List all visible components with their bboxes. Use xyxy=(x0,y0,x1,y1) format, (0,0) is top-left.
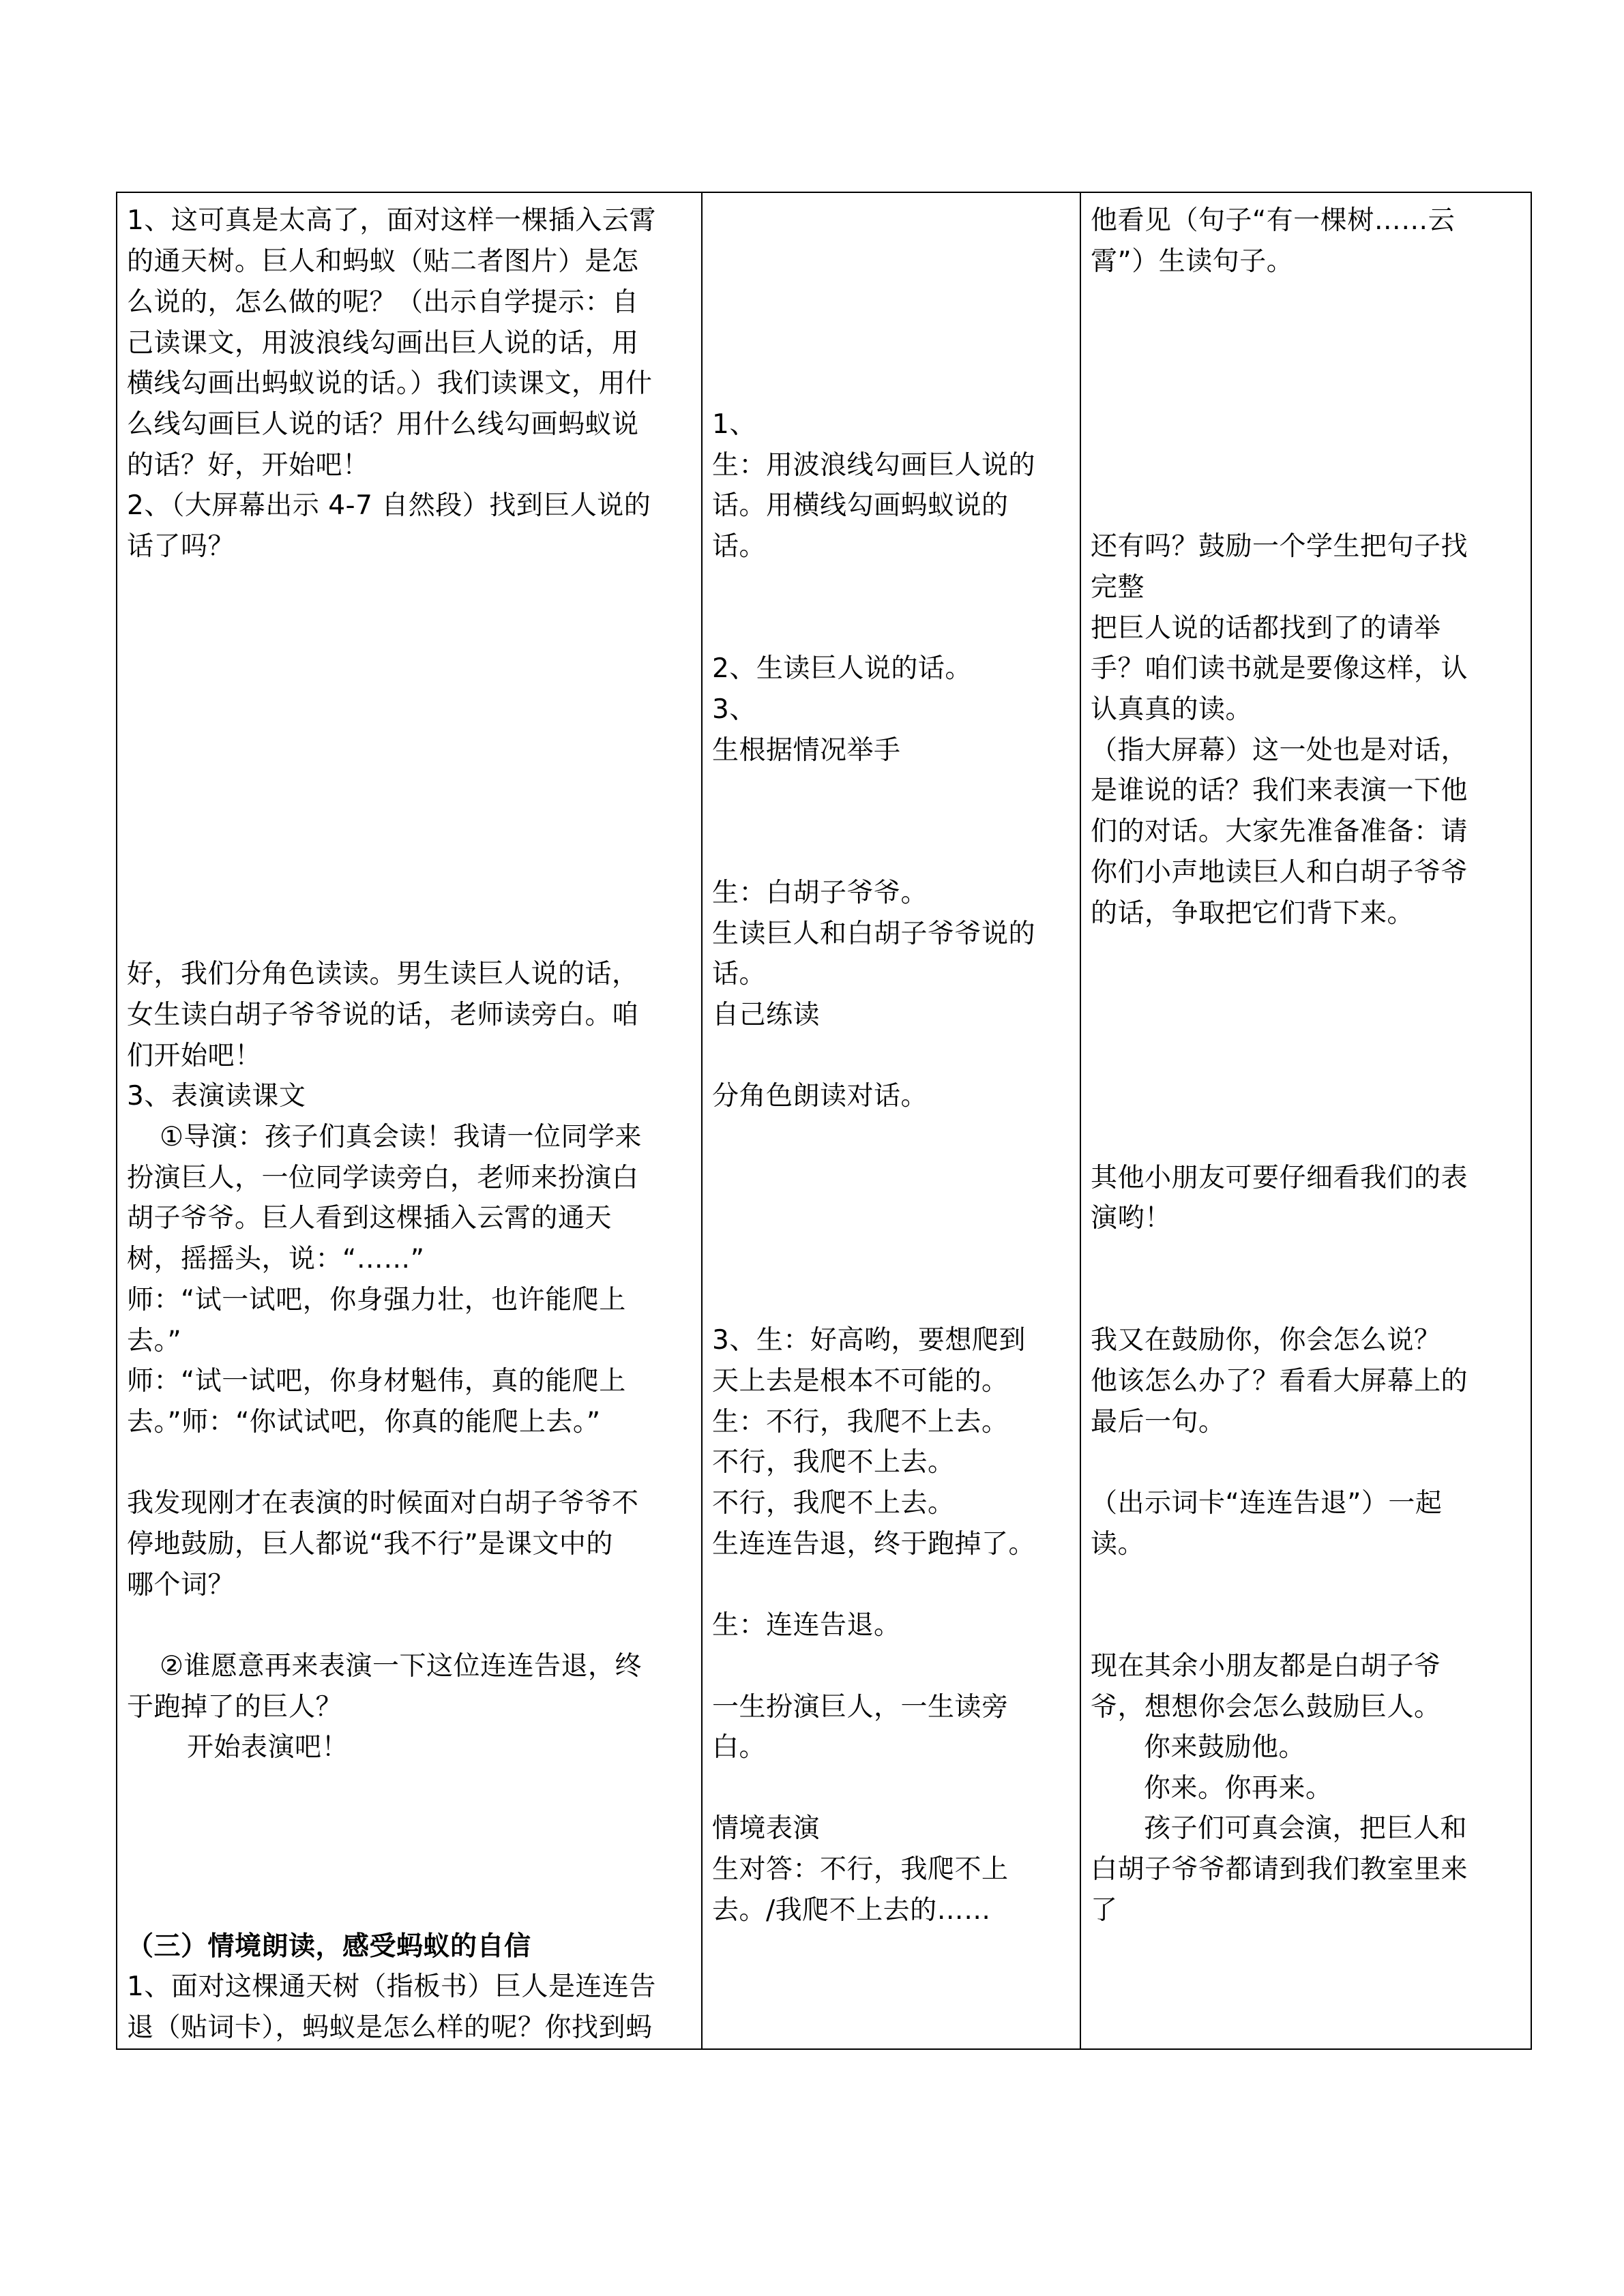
text-line: 一生扮演巨人，一生读旁 xyxy=(712,1692,1009,1723)
text-line: ②谁愿意再来表演一下这位连连告退，终 xyxy=(160,1651,642,1682)
text-line: 情境表演 xyxy=(712,1813,821,1844)
text-line: 认真真的读。 xyxy=(1091,694,1253,725)
text-line: 扮演巨人，一位同学读旁白，老师来扮演白 xyxy=(127,1163,639,1193)
text-line: 3、生：好高哟，要想爬到 xyxy=(712,1325,1026,1356)
text-line: 么线勾画巨人说的话？用什么线勾画蚂蚁说 xyxy=(127,409,639,440)
text-line: 他该怎么办了？看看大屏幕上的 xyxy=(1091,1366,1468,1397)
text-line: 生对答：不行，我爬不上 xyxy=(712,1854,1009,1885)
text-line: 横线勾画出蚂蚁说的话。）我们读课文，用什 xyxy=(127,368,653,399)
text-line: 生：白胡子爷爷。 xyxy=(712,878,928,908)
text-line: 霄”）生读句子。 xyxy=(1091,246,1294,277)
text-line: 话了吗？ xyxy=(127,531,235,562)
text-line: 去。/我爬不上去的…… xyxy=(712,1895,991,1926)
text-line: 演哟！ xyxy=(1091,1203,1172,1234)
text-line: 女生读白胡子爷爷说的话，老师读旁白。咱 xyxy=(127,1000,639,1030)
text-line: 们开始吧！ xyxy=(127,1041,262,1071)
text-line: 树，摇摇头，说：“……” xyxy=(127,1244,425,1274)
section-heading: （三）情境朗读，感受蚂蚁的自信 xyxy=(127,1931,531,1962)
text-line: 生：不行，我爬不上去。 xyxy=(712,1407,1009,1437)
text-line: 的话，争取把它们背下来。 xyxy=(1091,898,1415,929)
text-line: 的话？好，开始吧！ xyxy=(127,450,370,481)
text-line: 话。 xyxy=(712,959,767,989)
text-line: 不行，我爬不上去。 xyxy=(712,1447,955,1478)
text-line: 于跑掉了的巨人？ xyxy=(127,1692,343,1723)
text-line: 退（贴词卡），蚂蚁是怎么样的呢？你找到蚂 xyxy=(127,2012,653,2043)
text-line: 去。”师：“你试试吧，你真的能爬上去。” xyxy=(127,1407,601,1437)
text-line: 1、面对这棵通天树（指板书）巨人是连连告 xyxy=(127,1971,656,2002)
text-line: 分角色朗读对话。 xyxy=(712,1081,928,1112)
text-line: 么说的，怎么做的呢？（出示自学提示：自 xyxy=(127,287,639,318)
lesson-table xyxy=(116,192,1532,2050)
text-line: 我又在鼓励你，你会怎么说？ xyxy=(1091,1325,1441,1356)
text-line: 生：用波浪线勾画巨人说的 xyxy=(712,450,1036,481)
text-line: 1、 xyxy=(712,409,756,440)
teacher-activity-column xyxy=(117,193,701,2048)
text-line: 了 xyxy=(1091,1895,1118,1926)
text-line: 己读课文，用波浪线勾画出巨人说的话，用 xyxy=(127,328,639,359)
text-line: 话。 xyxy=(712,531,767,562)
text-line: 读。 xyxy=(1091,1529,1145,1560)
text-line: 去。” xyxy=(127,1326,182,1356)
text-line: 生根据情况举手 xyxy=(712,735,901,766)
text-line: 手？咱们读书就是要像这样，认 xyxy=(1091,653,1468,684)
text-line: 师：“试一试吧，你身强力壮，也许能爬上 xyxy=(127,1285,626,1315)
text-line: 的通天树。巨人和蚂蚁（贴二者图片）是怎 xyxy=(127,246,639,277)
text-line: 把巨人说的话都找到了的请举 xyxy=(1091,613,1441,644)
text-line: 你来。你再来。 xyxy=(1144,1773,1333,1804)
text-line: 停地鼓励，巨人都说“我不行”是课文中的 xyxy=(127,1529,613,1560)
text-line: ①导演：孩子们真会读！我请一位同学来 xyxy=(160,1122,642,1152)
text-line: 好，我们分角色读读。男生读巨人说的话， xyxy=(127,959,639,989)
text-line: 最后一句。 xyxy=(1091,1407,1226,1437)
text-line: （出示词卡“连连告退”）一起 xyxy=(1091,1488,1443,1519)
text-line: 3、表演读课文 xyxy=(127,1081,306,1112)
text-line: 2、生读巨人说的话。 xyxy=(712,653,972,684)
text-line: 1、这可真是太高了，面对这样一棵插入云霄 xyxy=(127,205,656,236)
student-activity-column xyxy=(703,193,1080,2048)
text-line: 孩子们可真会演，把巨人和 xyxy=(1144,1813,1468,1844)
text-line: 现在其余小朋友都是白胡子爷 xyxy=(1091,1651,1441,1682)
text-line: 胡子爷爷。巨人看到这棵插入云霄的通天 xyxy=(127,1203,612,1234)
text-line: 他看见（句子“有一棵树……云 xyxy=(1091,205,1456,236)
text-line: 生读巨人和白胡子爷爷说的 xyxy=(712,919,1036,949)
text-line: 天上去是根本不可能的。 xyxy=(712,1366,1009,1397)
text-line: 开始表演吧！ xyxy=(187,1732,349,1763)
text-line: 还有吗？鼓励一个学生把句子找 xyxy=(1091,531,1468,562)
text-line: 完整 xyxy=(1091,572,1145,603)
text-line: 是谁说的话？我们来表演一下他 xyxy=(1091,775,1468,806)
text-line: 其他小朋友可要仔细看我们的表 xyxy=(1091,1163,1468,1193)
text-line: 话。用横线勾画蚂蚁说的 xyxy=(712,490,1009,521)
text-line: 你来鼓励他。 xyxy=(1144,1732,1306,1763)
text-line: 们的对话。大家先准备准备：请 xyxy=(1091,816,1468,847)
text-line: 你们小声地读巨人和白胡子爷爷 xyxy=(1091,857,1468,888)
text-line: 不行，我爬不上去。 xyxy=(712,1488,955,1519)
text-line: 师：“试一试吧，你身材魁伟，真的能爬上 xyxy=(127,1366,626,1397)
text-line: 我发现刚才在表演的时候面对白胡子爷爷不 xyxy=(127,1488,639,1519)
text-line: 白。 xyxy=(712,1732,767,1763)
text-line: 爷，想想你会怎么鼓励巨人。 xyxy=(1091,1692,1441,1723)
text-line: 2、（大屏幕出示 4-7 自然段）找到巨人说的 xyxy=(127,490,651,521)
text-line: 白胡子爷爷都请到我们教室里来 xyxy=(1091,1854,1468,1885)
text-line: 生连连告退，终于跑掉了。 xyxy=(712,1529,1036,1560)
teaching-notes-column xyxy=(1081,193,1532,2048)
text-line: 自己练读 xyxy=(712,1000,821,1030)
text-line: 哪个词？ xyxy=(127,1570,235,1600)
text-line: （指大屏幕）这一处也是对话， xyxy=(1091,735,1468,766)
text-line: 3、 xyxy=(712,694,756,725)
text-line: 生：连连告退。 xyxy=(712,1610,901,1641)
